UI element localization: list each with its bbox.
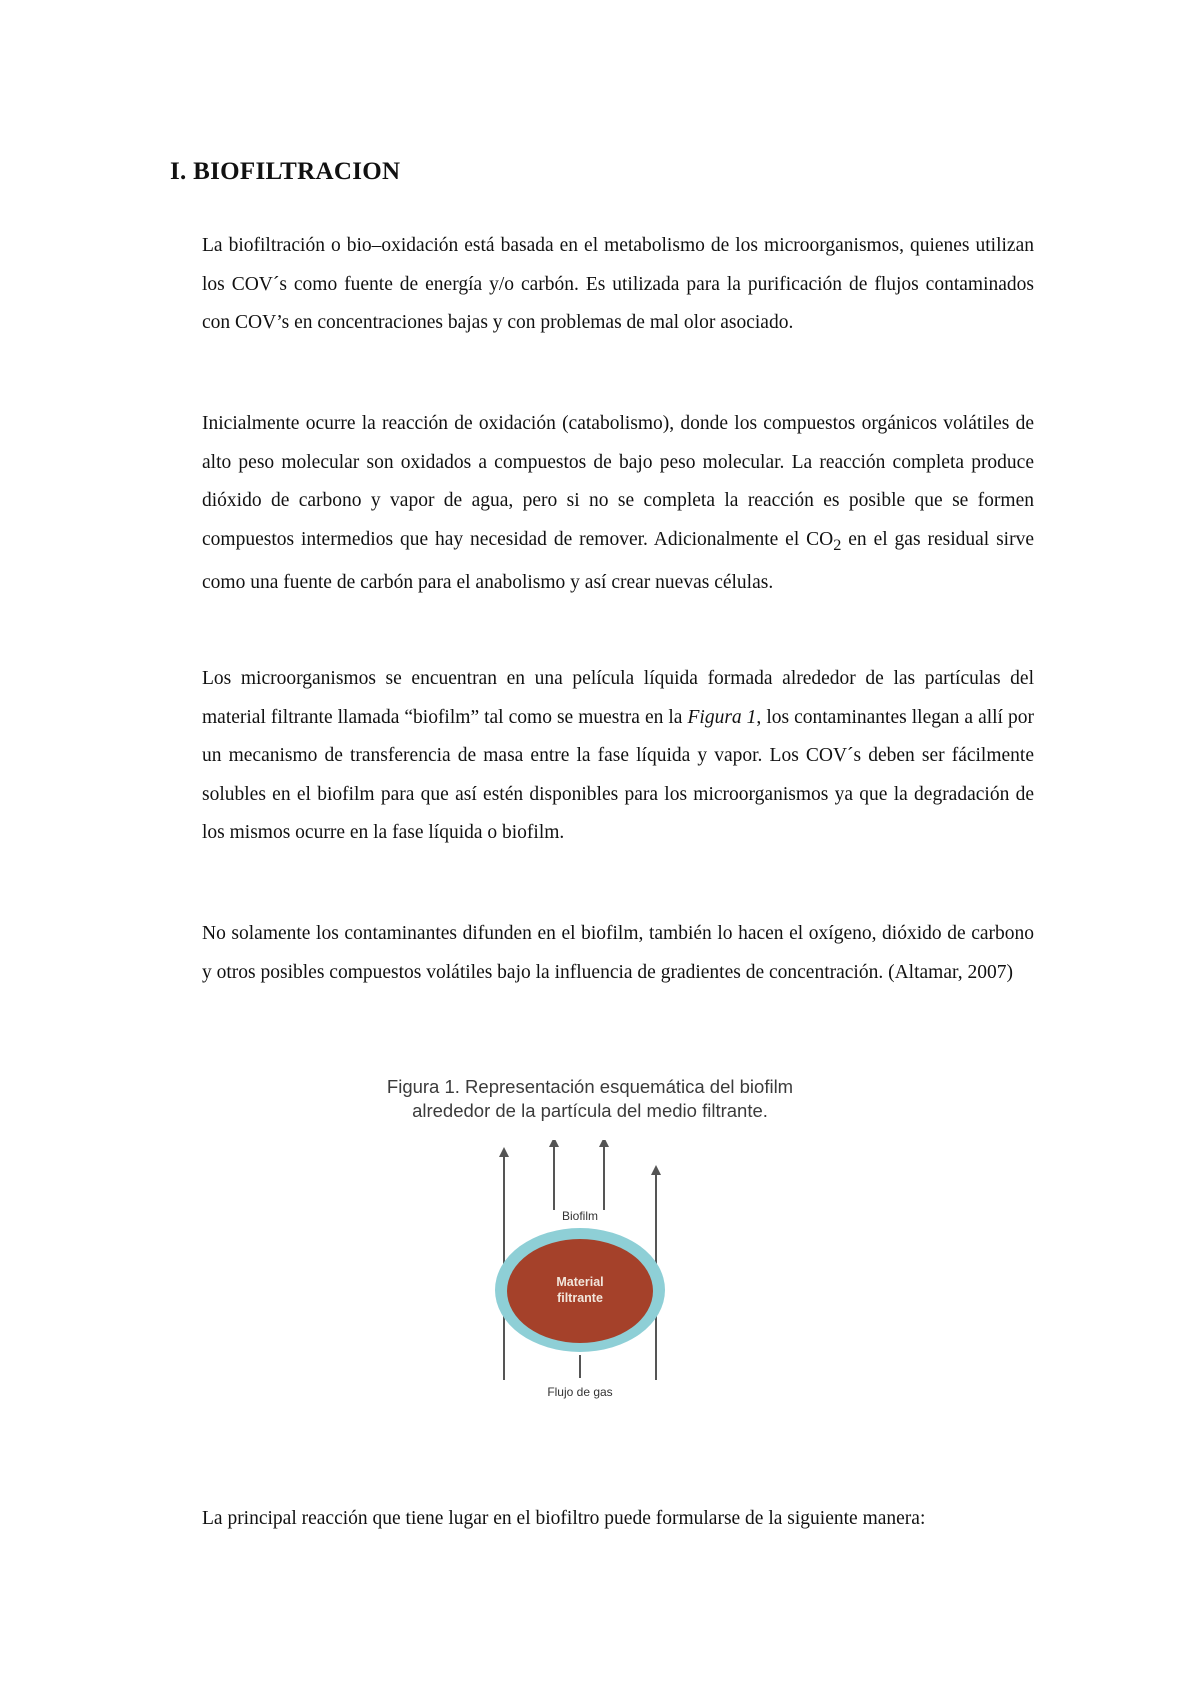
figure-caption-line-2: alrededor de la partícula del medio filtrante.	[412, 1100, 768, 1121]
paragraph-3-before: Los microorganismos se encuentran en una película líquida formada alrededor de las partículas del material filtrante llamada “biofilm” tal como se muestra en la	[202, 668, 1034, 728]
paragraph-5: La principal reacción que tiene lugar en el biofiltro puede formularse de la siguiente manera:	[202, 1508, 926, 1529]
co2-subscript: 2	[833, 535, 842, 554]
biofilm-diagram	[480, 1140, 700, 1440]
figure-caption	[370, 1075, 810, 1123]
figure-1	[370, 1075, 810, 1440]
material-label-1: Material	[556, 1275, 604, 1289]
figure-caption-line-1: Figura 1. Representación esquemática del biofilm	[386, 1076, 794, 1097]
paragraph-3	[202, 660, 1034, 853]
paragraph-2-main: Inicialmente ocurre la reacción de oxidación (catabolismo), donde los compuestos orgánicos volátiles de alto peso molecular son oxidados a compuestos de bajo peso molecular. La reacción completa produce dióxido de carbono y vapor de agua, pero si no se completa la reacción es posible que se formen compuestos intermedios que hay necesidad de remover.	[202, 413, 1034, 550]
section-heading: I. BIOFILTRACION	[170, 158, 401, 185]
gas-flow-label: Flujo de gas	[547, 1385, 613, 1399]
figure-reference: Figura 1	[687, 706, 757, 728]
paragraph-2-tail-before: Adicionalmente el CO	[653, 528, 834, 550]
material-label-2: filtrante	[557, 1291, 603, 1305]
paragraph-2-tail-after: en el gas residual sirve como una fuente de carbón para el anabolismo y así crear nuevas células.	[202, 528, 1034, 593]
biofilm-label: Biofilm	[561, 1209, 599, 1223]
paragraph-4: No solamente los contaminantes difunden en el biofilm, también lo hacen el oxígeno, dióxido de carbono y otros posibles compuestos volátiles bajo la influencia de gradientes de concentración. (Altamar, 2007)	[202, 923, 1034, 983]
paragraph-2	[202, 405, 1034, 602]
paragraph-3-after: , los contaminantes llegan a allí por un mecanismo de transferencia de masa entre la fase líquida y vapor. Los COV´s deben ser fácilmente solubles en el biofilm para que así estén disponibles para los microorganismos ya que la degradación de los mismos ocurre en la fase líquida o biofilm.	[202, 706, 1034, 843]
paragraph-1: La biofiltración o bio–oxidación está basada en el metabolismo de los microorganismos, quienes utilizan los COV´s como fuente de energía y/o carbón. Es utilizada para la purificación de flujos contaminados con COV’s en concentraciones bajas y con problemas de mal olor asociado.	[202, 235, 1034, 333]
